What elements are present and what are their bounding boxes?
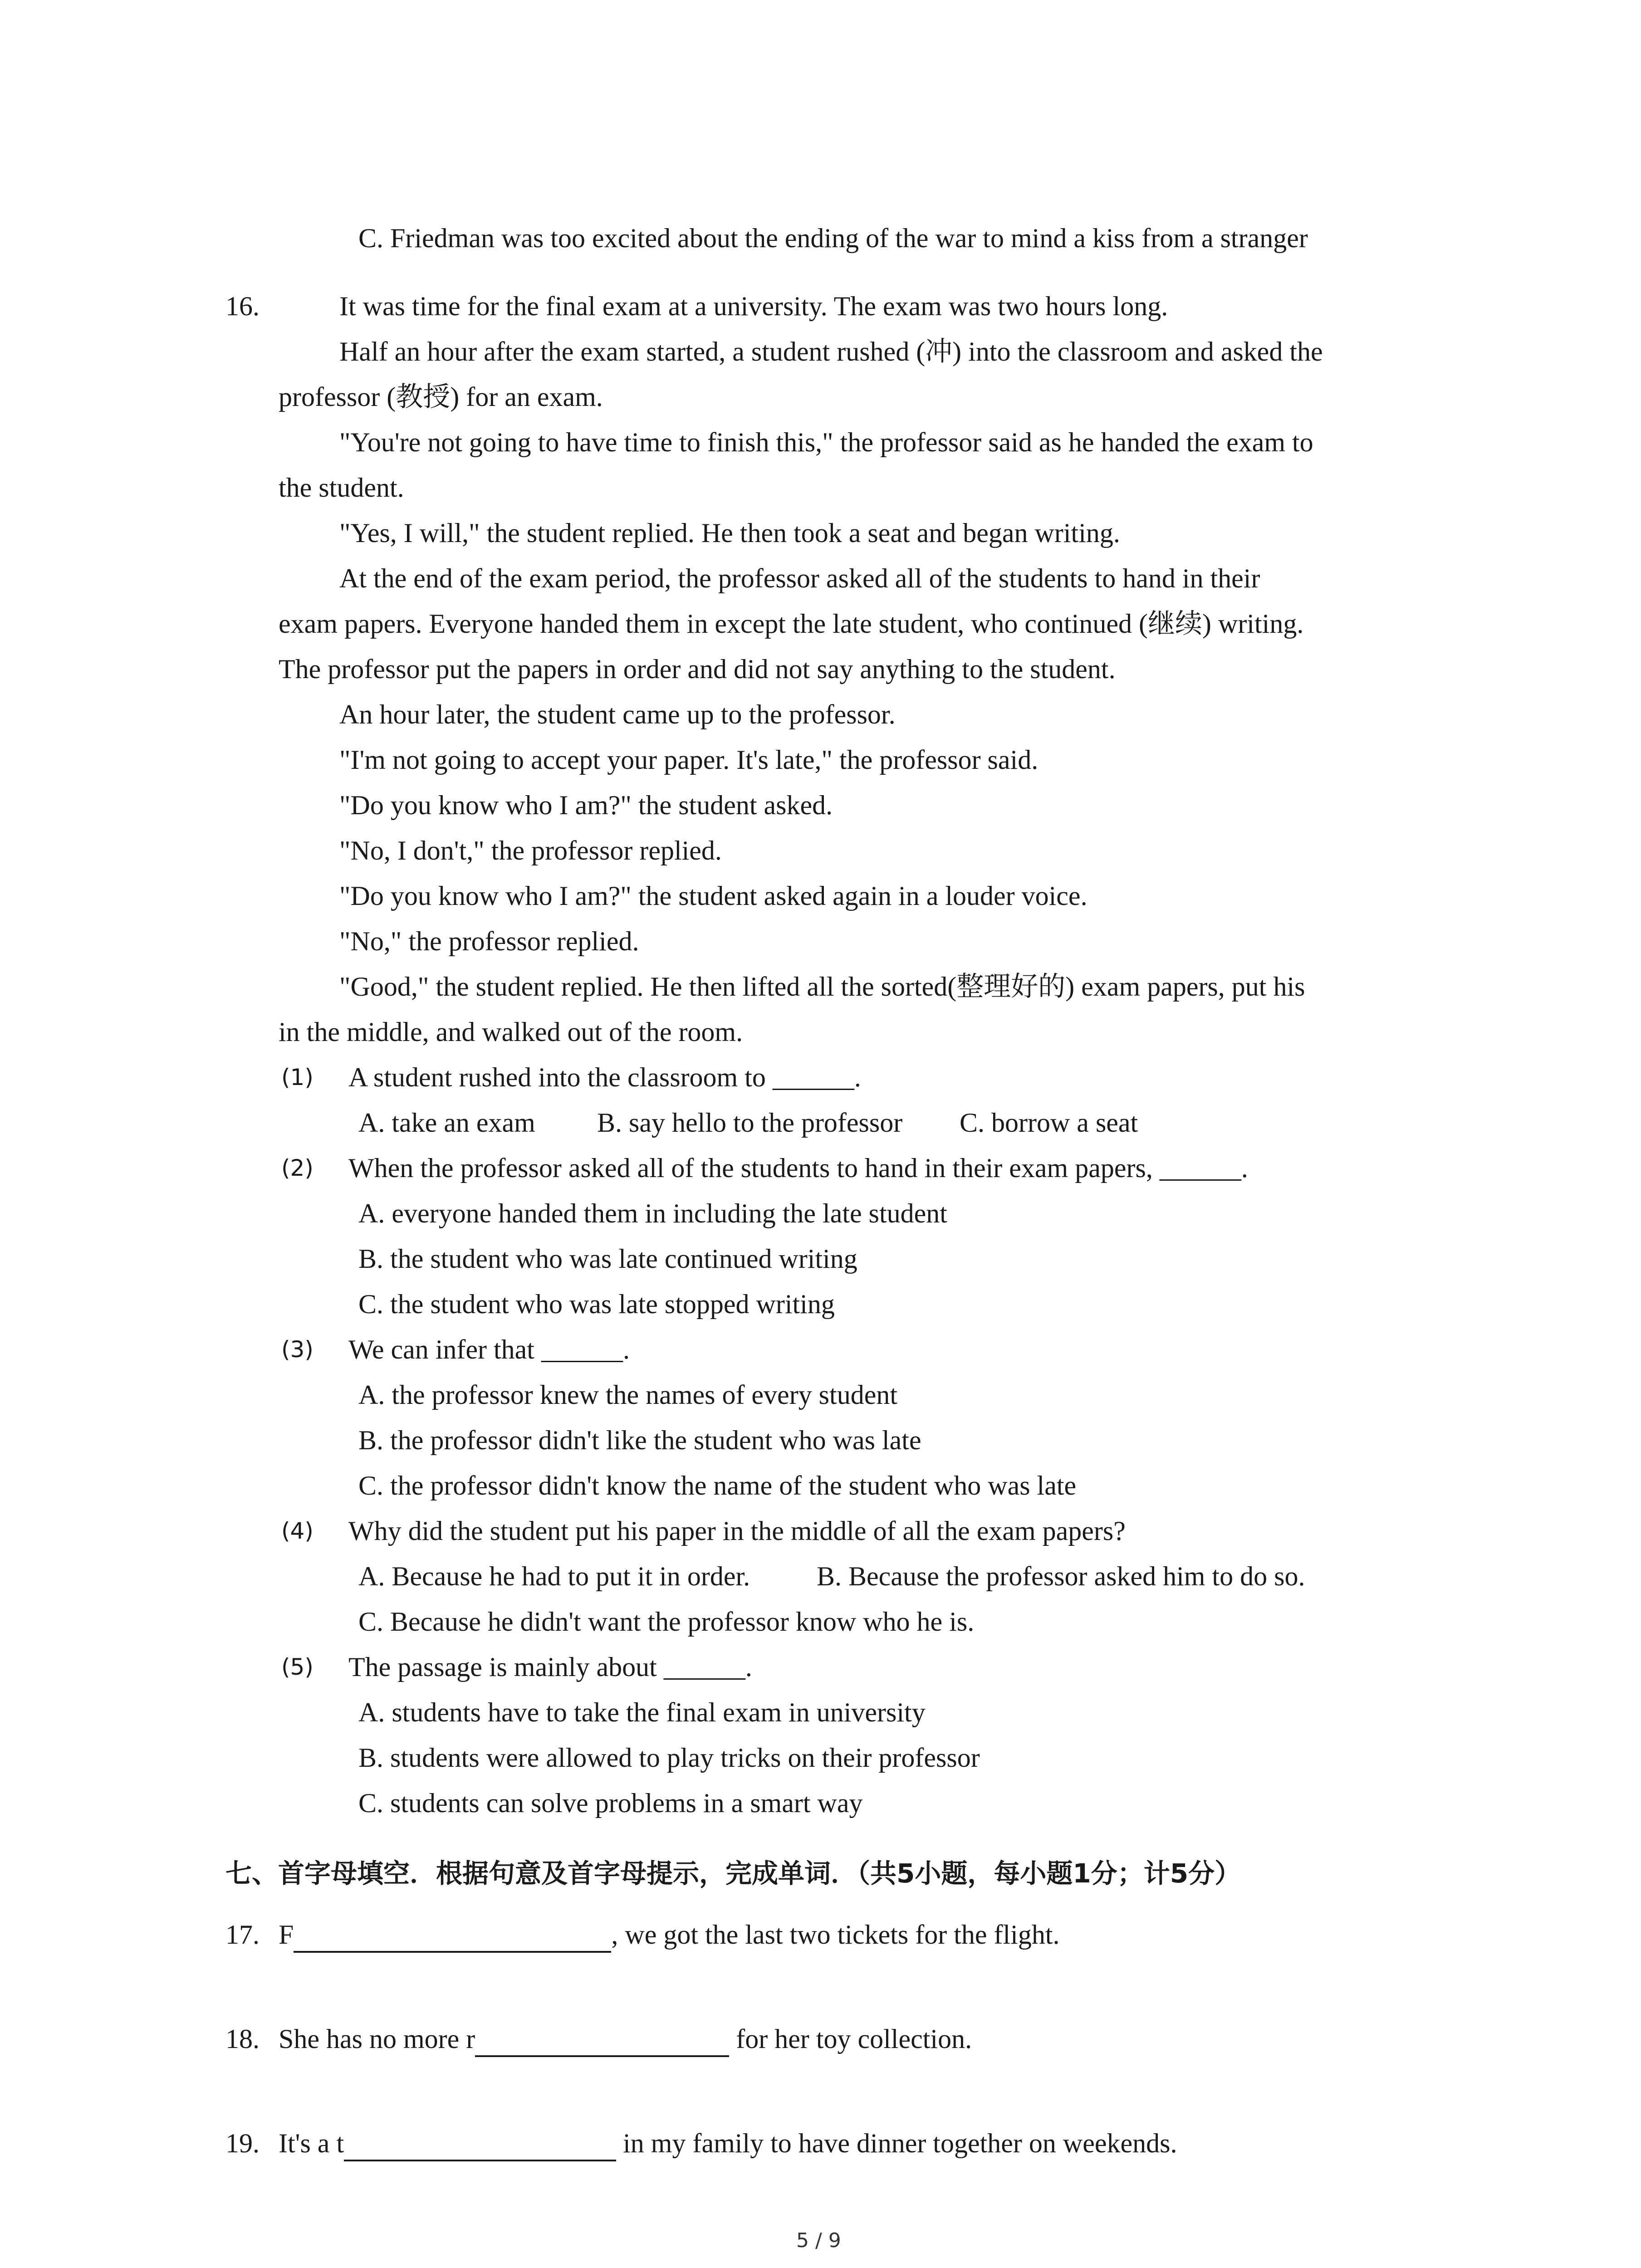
passage-line: exam papers. Everyone handed them in except the late student, who continued (继续) writing.	[279, 609, 1304, 639]
question-17-suffix: , we got the last two tickets for the flight.	[611, 1920, 1060, 1950]
subquestion-stem: The passage is mainly about ______.	[348, 1652, 752, 1682]
option-a: A. Because he had to put it in order.	[358, 1561, 750, 1591]
passage-line: "No," the professor replied.	[339, 926, 639, 956]
question-19-suffix: in my family to have dinner together on weekends.	[616, 2128, 1177, 2158]
subquestion-stem: We can infer that ______.	[348, 1334, 630, 1364]
passage-line: professor (教授) for an exam.	[279, 382, 603, 412]
option-a: A. everyone handed them in including the late student	[358, 1198, 947, 1228]
question-18-text	[279, 2021, 972, 2057]
option-c: C. students can solve problems in a smart way	[358, 1788, 863, 1818]
question-19-prefix: It's a t	[279, 2128, 344, 2158]
option-a: A. students have to take the final exam in university	[358, 1697, 926, 1727]
passage-line: "Yes, I will," the student replied. He then took a seat and began writing.	[339, 518, 1120, 548]
option-c: C. Because he didn't want the professor know who he is.	[358, 1607, 975, 1637]
answer-blank-18[interactable]	[475, 2027, 729, 2057]
section-7-heading: 七、首字母填空．根据句意及首字母提示，完成单词．（共5小题，每小题1分；计5分）	[225, 1858, 1241, 1889]
option-b: B. students were allowed to play tricks on their professor	[358, 1743, 980, 1773]
subquestion-number: (4)	[281, 1518, 314, 1544]
subquestion-stem: Why did the student put his paper in the middle of all the exam papers?	[348, 1516, 1126, 1546]
question-19-text	[279, 2125, 1177, 2161]
passage-line: "Good," the student replied. He then lifted all the sorted(整理好的) exam papers, put his	[339, 972, 1305, 1002]
answer-blank-17[interactable]	[294, 1923, 611, 1953]
question-18-suffix: for her toy collection.	[729, 2024, 972, 2054]
passage-line: "Do you know who I am?" the student asked again in a louder voice.	[339, 881, 1087, 911]
subquestion-number: (1)	[281, 1064, 314, 1090]
passage-line: "No, I don't," the professor replied.	[339, 836, 722, 865]
subquestion-number: (3)	[281, 1336, 314, 1363]
subquestion-number: (5)	[281, 1654, 314, 1680]
passage-line: It was time for the final exam at a university. The exam was two hours long.	[339, 291, 1168, 321]
option-c: C. the student who was late stopped writing	[358, 1289, 835, 1319]
question-17-number: 17.	[225, 1920, 260, 1950]
option-b: B. the professor didn't like the student who was late	[358, 1425, 921, 1455]
passage-line: "You're not going to have time to finish this," the professor said as he handed the exam to	[339, 427, 1313, 457]
passage-line: An hour later, the student came up to the professor.	[339, 699, 896, 729]
passage-line: At the end of the exam period, the professor asked all of the students to hand in their	[339, 563, 1260, 593]
subquestion-number: (2)	[281, 1155, 314, 1181]
option-c: C. the professor didn't know the name of the student who was late	[358, 1471, 1077, 1501]
passage-line: the student.	[279, 473, 404, 503]
option-b: B. say hello to the professor	[597, 1108, 903, 1138]
question-18-number: 18.	[225, 2024, 260, 2054]
subquestion-stem: When the professor asked all of the students to hand in their exam papers, ______.	[348, 1153, 1248, 1183]
option-c: C. borrow a seat	[960, 1108, 1138, 1138]
question-19-number: 19.	[225, 2128, 260, 2158]
option-b: B. Because the professor asked him to do so.	[817, 1561, 1305, 1591]
passage-line: "Do you know who I am?" the student asked.	[339, 790, 833, 820]
passage-line: The professor put the papers in order and did not say anything to the student.	[279, 654, 1116, 684]
option-a: A. the professor knew the names of every student	[358, 1380, 897, 1410]
answer-blank-19[interactable]	[344, 2131, 616, 2161]
option-b: B. the student who was late continued writing	[358, 1244, 857, 1274]
question-17-text	[279, 1916, 1060, 1953]
passage-line: "I'm not going to accept your paper. It's late," the professor said.	[339, 745, 1038, 775]
option-a: A. take an exam	[358, 1108, 535, 1138]
question-16-number: 16.	[225, 291, 260, 321]
page-number: 5 / 9	[796, 2229, 841, 2252]
top-option-c: C. Friedman was too excited about the ending of the war to mind a kiss from a stranger	[358, 223, 1308, 253]
question-17-prefix: F	[279, 1920, 294, 1950]
passage-line: Half an hour after the exam started, a student rushed (冲) into the classroom and asked the	[339, 337, 1323, 367]
question-18-prefix: She has no more r	[279, 2024, 475, 2054]
passage-line: in the middle, and walked out of the room.	[279, 1017, 743, 1047]
subquestion-stem: A student rushed into the classroom to ______.	[348, 1062, 861, 1092]
